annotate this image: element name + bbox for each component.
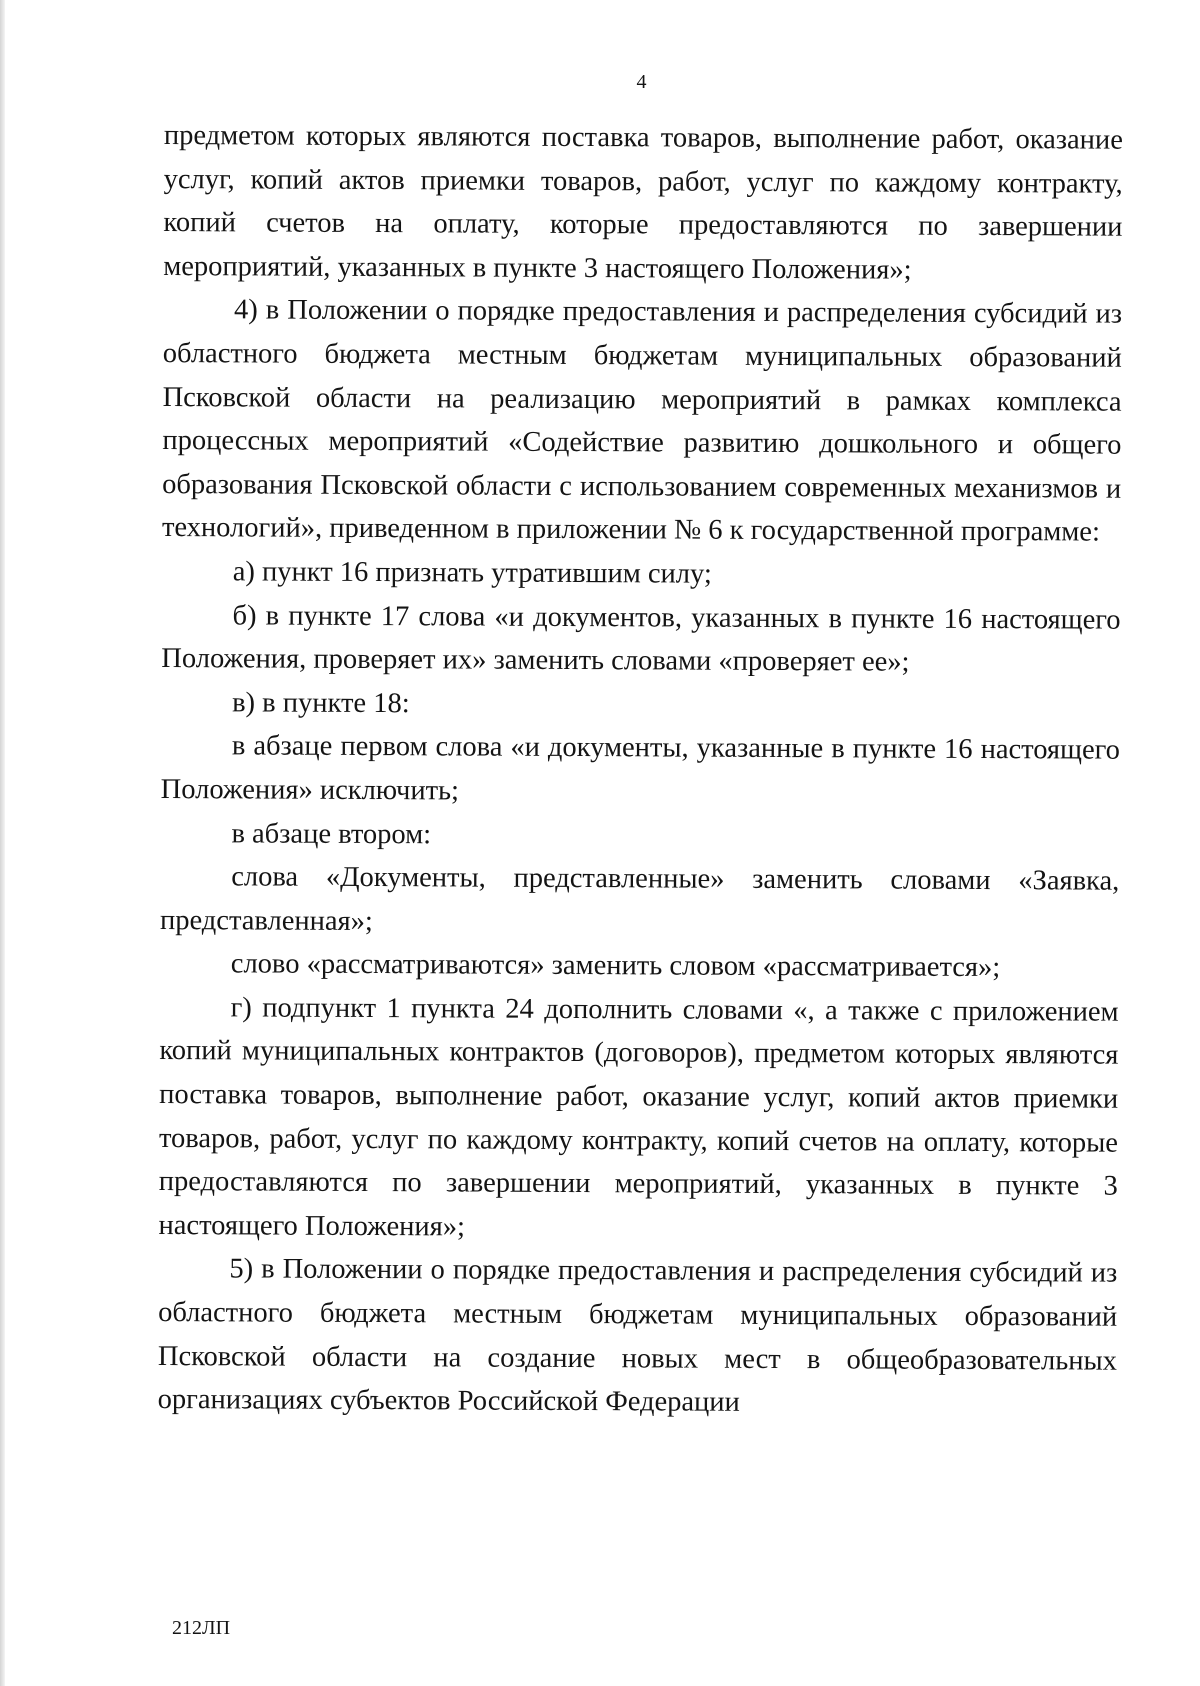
paragraph: г) подпункт 1 пункта 24 дополнить словами «, а также с приложением копий муниципальных контрактов (договоров), предметом которых являются поставка товаров, выполнение работ, оказание услуг, копий актов приемки товаров, работ, услуг по каждому контракту, копий счетов на оплату, которые предоставляются по завершении мероприятий, указанных в пункте 3 настоящего Положения»; — [158, 992, 1119, 1243]
paragraph: б) в пункте 17 слова «и документов, указанных в пункте 16 настоящего Положения, проверяет их» заменить словами «проверяет ее»; — [161, 599, 1121, 678]
paragraph: слово «рассматриваются» заменить словом «рассматривается»; — [230, 948, 1001, 984]
paragraph: 4) в Положении о порядке предоставления и распределения субсидий из областного бюджета местным бюджетам муниципальных образований Псковской области на реализацию мероприятий в рамках комплекса процессных мероприятий «Содействие развитию дошкольного и общего образования Псковской области с использованием современных механизмов и технологий», приведенном в приложении № 6 к государственной программе: — [161, 294, 1123, 548]
paragraph: в абзаце первом слова «и документы, указанные в пункте 16 настоящего Положения» исключить; — [160, 730, 1120, 807]
paragraph: в абзаце втором: — [231, 817, 432, 850]
paragraph: слова «Документы, представленные» заменить словами «Заявка, представленная»; — [159, 861, 1120, 937]
document-code: 212ЛП — [172, 1617, 231, 1639]
scan-edge — [0, 0, 5, 1686]
document-body — [158, 114, 1123, 1426]
paragraph: в) в пункте 18: — [232, 687, 410, 719]
page-number: 4 — [636, 71, 647, 93]
paragraph: а) пункт 16 признать утратившим силу; — [232, 556, 712, 590]
paragraph: предметом которых являются поставка товаров, выполнение работ, оказание услуг, копий актов приемки товаров, работ, услуг по каждому контракту, копий счетов на оплату, которые предоставляются по завершении мероприятий, указанных в пункте 3 настоящего Положения»; — [163, 119, 1123, 286]
paragraph: 5) в Положении о порядке предоставления и распределения субсидий из областного бюджета местным бюджетам муниципальных образований Псковской области на создание новых мест в общеобразовательных организациях субъектов Российской Федерации — [157, 1253, 1118, 1419]
